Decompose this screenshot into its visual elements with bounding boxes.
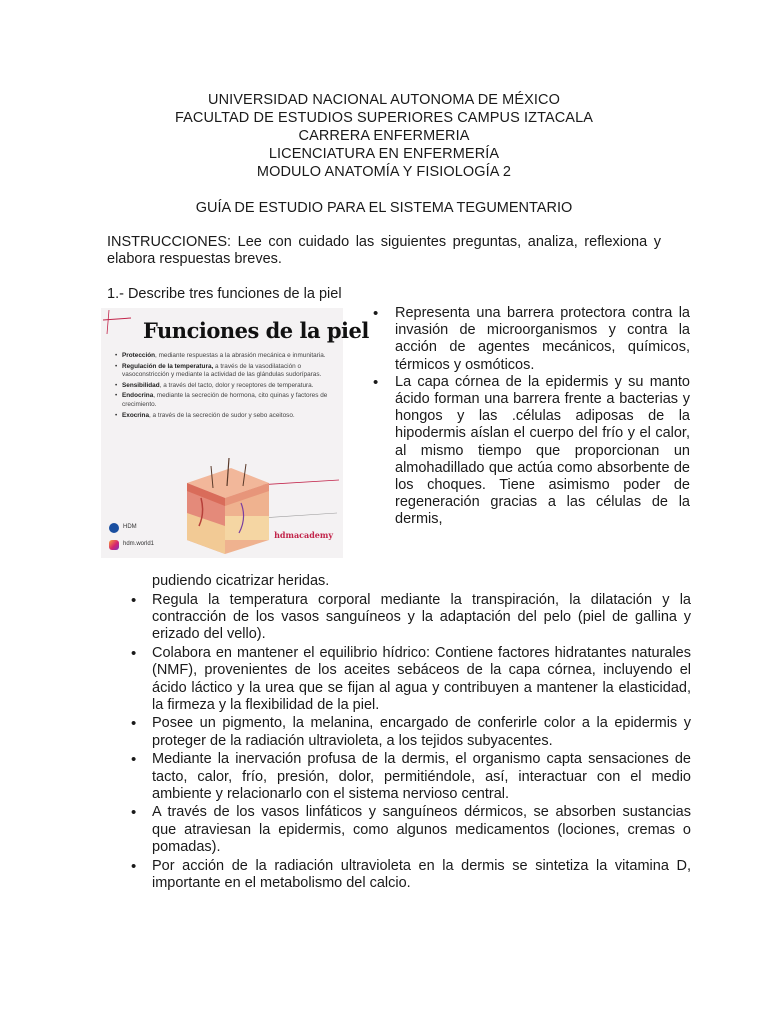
infographic-decoration bbox=[101, 308, 343, 558]
list-item: • Regula la temperatura corporal mediante la transpiración, la dilatación y la contracción de los vasos sanguíneos y la adaptación del pelo (piel de gallina y erizado del vello). bbox=[131, 592, 691, 644]
header-university: UNIVERSIDAD NACIONAL AUTONOMA DE MÉXICO bbox=[208, 92, 560, 108]
main-bullet-list bbox=[131, 592, 691, 893]
infographic-item: • Regulación de la temperatura, a través de la vasodilatación o vasoconstricción y mediante la actividad de las glándulas sudoríparas. bbox=[115, 363, 335, 380]
list-item: • Mediante la inervación profusa de la dermis, el organismo capta sensaciones de tacto, calor, frío, presión, dolor, permitiéndole, así, interactuar con el medio ambiente y relacionarlo con el sistema nervioso central. bbox=[131, 751, 691, 803]
header-career: CARRERA ENFERMERIA bbox=[298, 128, 470, 144]
header-module: MODULO ANATOMÍA Y FISIOLOGÍA 2 bbox=[256, 164, 512, 180]
list-item: • Colabora en mantener el equilibrio hídrico: Contiene factores hidratantes naturales (NMF), provenientes de los aceites sebáceos de la capa córnea, incluyendo el ácido láctico y la urea que se fijan al agua y contribuyen a mantener la elasticidad, la firmeza y la flexibilidad de la piel. bbox=[131, 645, 691, 714]
facebook-icon bbox=[109, 523, 119, 533]
deco-line-2 bbox=[107, 310, 109, 334]
deco-line-1 bbox=[103, 318, 131, 320]
instagram-label: hdm.world1 bbox=[123, 541, 155, 547]
hdm-academy-logo: hdmacademy bbox=[274, 530, 333, 540]
infographic-title: Funciones de la piel bbox=[143, 318, 369, 343]
header-degree: LICENCIATURA EN ENFERMERÍA bbox=[268, 146, 500, 162]
header-faculty: FACULTAD DE ESTUDIOS SUPERIORES CAMPUS IZTACALA bbox=[174, 110, 594, 126]
infographic-item: • Endocrina, mediante la secreción de hormona, cito quinas y factores de crecimiento. bbox=[115, 392, 335, 409]
infographic-item: • Sensibilidad, a través del tacto, dolor y receptores de temperatura. bbox=[115, 382, 335, 391]
side-bullet-list bbox=[373, 305, 690, 529]
list-item: • Posee un pigmento, la melanina, encargado de conferirle color a la epidermis y proteger de la radiación ultravioleta, a los tejidos subyacentes. bbox=[131, 715, 691, 749]
infographic-list bbox=[115, 352, 335, 422]
list-item: • La capa córnea de la epidermis y su manto ácido forman una barrera frente a bacterias y hongos y las .células adiposas de la hipodermis aíslan el cuerpo del frío y el calor, al mismo tiempo que proporcionan un almohadillado que actúa como absorbente de los choques. Tiene asimismo poder de regeneración gracias a las células de la dermis, bbox=[373, 374, 690, 529]
bullet-continuation: pudiendo cicatrizar heridas. bbox=[152, 573, 330, 589]
list-item: • Por acción de la radiación ultravioleta en la dermis se sintetiza la vitamina D, importante en el metabolismo del calcio. bbox=[131, 858, 691, 892]
skin-functions-infographic bbox=[101, 308, 369, 558]
instructions-paragraph: INSTRUCCIONES: Lee con cuidado las siguientes preguntas, analiza, reflexiona y elabora respuestas breves. bbox=[107, 234, 661, 267]
facebook-label: HDM bbox=[123, 524, 137, 530]
list-item: • Representa una barrera protectora contra la invasión de microorganismos y contra la acción de agentes mecánicos, químicos, térmicos y osmóticos. bbox=[373, 305, 690, 374]
question-1: 1.- Describe tres funciones de la piel bbox=[107, 286, 342, 302]
list-item: • A través de los vasos linfáticos y sanguíneos dérmicos, se absorben sustancias que atraviesan la epidermis, como algunos medicamentos (lociones, cremas o pomadas). bbox=[131, 804, 691, 856]
guide-title: GUÍA DE ESTUDIO PARA EL SISTEMA TEGUMENTARIO bbox=[195, 200, 573, 216]
skin-cross-section-illustration bbox=[187, 458, 269, 554]
instagram-icon bbox=[109, 540, 119, 550]
infographic-item: • Exocrina, a través de la secreción de sudor y sebo aceitoso. bbox=[115, 412, 335, 421]
infographic-item: • Protección, mediante respuestas a la abrasión mecánica e inmunitaria. bbox=[115, 352, 335, 361]
document-header bbox=[0, 91, 768, 181]
